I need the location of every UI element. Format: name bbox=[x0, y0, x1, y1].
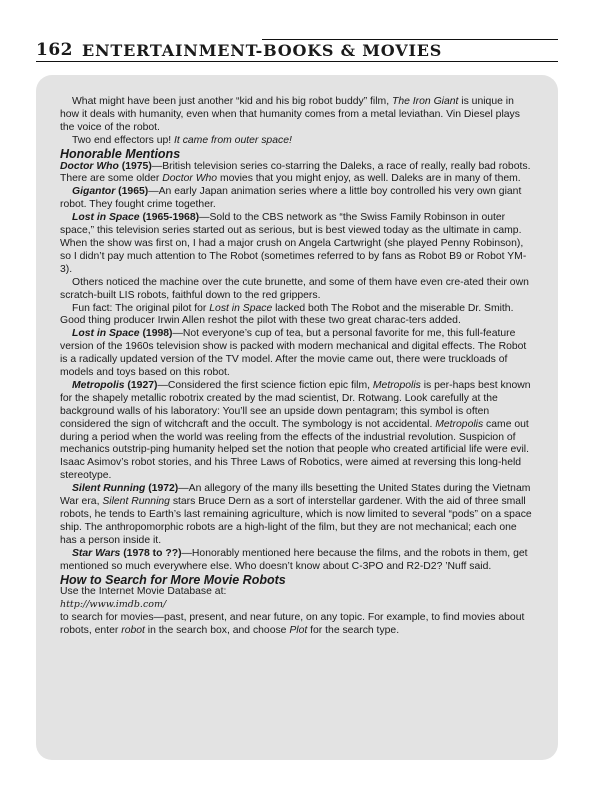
paragraph-others: Others noticed the machine over the cute brunette, and some of them have even cre-ated their own scratch-built LIS robots, faithful down to the red grippers. bbox=[60, 276, 529, 301]
section-heading-search: How to Search for More Movie Robots bbox=[60, 572, 286, 587]
entry-star-wars: Star Wars (1978 to ??)—Honorably mentioned here because the films, and the robots in them, get mentioned so much everywhere else. Who doesn’t know about C-3PO and R2-D2? ’Nuff said. bbox=[60, 547, 528, 572]
search-field: Plot bbox=[289, 625, 308, 637]
paragraph-fun-fact: Fun fact: The original pilot for Lost in Space lacked both The Robot and the miserable Dr. Smith. Good thing producer Irwin Allen reshot the pilot with these two great charac-ters added. bbox=[60, 302, 514, 327]
header-rule bbox=[36, 61, 558, 62]
entry-title: Doctor Who bbox=[60, 160, 119, 172]
entry-lost-in-space-movie: Lost in Space (1998)—Not everyone’s cup of tea, but a personal favorite for me, this full-feature version of the 1960s television show is packed with modern mechanical and digital effects. The Robot is a radically updated version of the TV model. After the movie came out, there were truckloads of models and toys based on this robot. bbox=[60, 328, 527, 379]
entry-title: Lost in Space bbox=[72, 212, 140, 224]
entry-gigantor: Gigantor (1965)—An early Japan animation series where a little boy controlled his very own giant robot. They fought crime together. bbox=[60, 186, 522, 211]
page-number: 162 bbox=[36, 40, 73, 60]
chapter-title: ENTERTAINMENT-BOOKS & MOVIES bbox=[82, 41, 443, 60]
entry-doctor-who: Doctor Who (1975)—British television series co-starring the Daleks, a race of really, really bad robots. There are some older Doctor Who movies that you might enjoy, as well. Daleks are in many of them. bbox=[60, 160, 531, 185]
entry-silent-running: Silent Running (1972)—An allegory of the many ills besetting the United States during the Vietnam War era, Silent Running stars Bruce Dern as a sort of interstellar gardener. With the aid of three small robots, he tends to Earth’s last remaining agriculture, which is now limited to several “pods” on a space ship. The anthropomorphic robots are a high-light of the film, but they are not mechanical; each one has a person inside it. bbox=[60, 483, 532, 546]
entry-title: Metropolis bbox=[72, 379, 125, 391]
entry-title: Star Wars bbox=[72, 547, 121, 559]
imdb-link[interactable]: http://www.imdb.com/ bbox=[60, 599, 167, 611]
section-heading-honorable: Honorable Mentions bbox=[60, 146, 181, 161]
intro-paragraph: What might have been just another “kid and his big robot buddy” film, The Iron Giant is unique in how it deals with humanity, even when that humanity comes from a metal leviathan. Vin Diesel plays the voice of the robot. bbox=[60, 96, 520, 133]
entry-title: Silent Running bbox=[72, 483, 146, 495]
search-instructions: to search for movies—past, present, and near future, on any topic. For example, to find movies about robots, enter robot in the search box, and choose Plot for the search type. bbox=[60, 612, 525, 637]
entry-lost-in-space-tv: Lost in Space (1965-1968)—Sold to the CBS network as “the Swiss Family Robinson in outer space,” this television series started out as serious, but is best viewed today as the ultimate in camp. When the show was first on, I had a major crush on Angela Cartwright (she played Penny Robinson), so I didn’t pay much attention to The Robot (sometimes referred to by fans as Robot B9 or Robot YM-3). bbox=[60, 212, 527, 275]
intro-paragraph-2: Two end effectors up! It came from outer space! bbox=[72, 134, 292, 146]
search-term: robot bbox=[121, 625, 145, 637]
entry-title: Gigantor bbox=[72, 186, 116, 198]
search-intro: Use the Internet Movie Database at: bbox=[60, 586, 227, 598]
entry-metropolis: Metropolis (1927)—Considered the first science fiction epic film, Metropolis is per-haps best known for the shapely metallic robotrix created by the mad scientist, Dr. Rotwang. Look carefully at the background walls of his laboratory: You’ll see an upside down pentagram; this symbol is often considered the sign of witchcraft and the occult. The symbology is not accidental. Metropolis came out during a period when the world was reeling from the effects of the industrial revolution. Suspicion of mechanics outstrip-ping humanity helped set the notion that people who created artificial life were evil. Isaac Asimov’s robot stories, and his Three Laws of Robotics, were aimed at reversing this long-held stereotype. bbox=[60, 379, 531, 482]
film-title: The Iron Giant bbox=[391, 96, 459, 107]
tagline: It came from outer space! bbox=[174, 134, 292, 146]
sidebar-content bbox=[60, 96, 535, 638]
entry-title: Lost in Space bbox=[72, 328, 140, 340]
page-header bbox=[36, 38, 558, 60]
header-top-rule bbox=[262, 39, 558, 40]
